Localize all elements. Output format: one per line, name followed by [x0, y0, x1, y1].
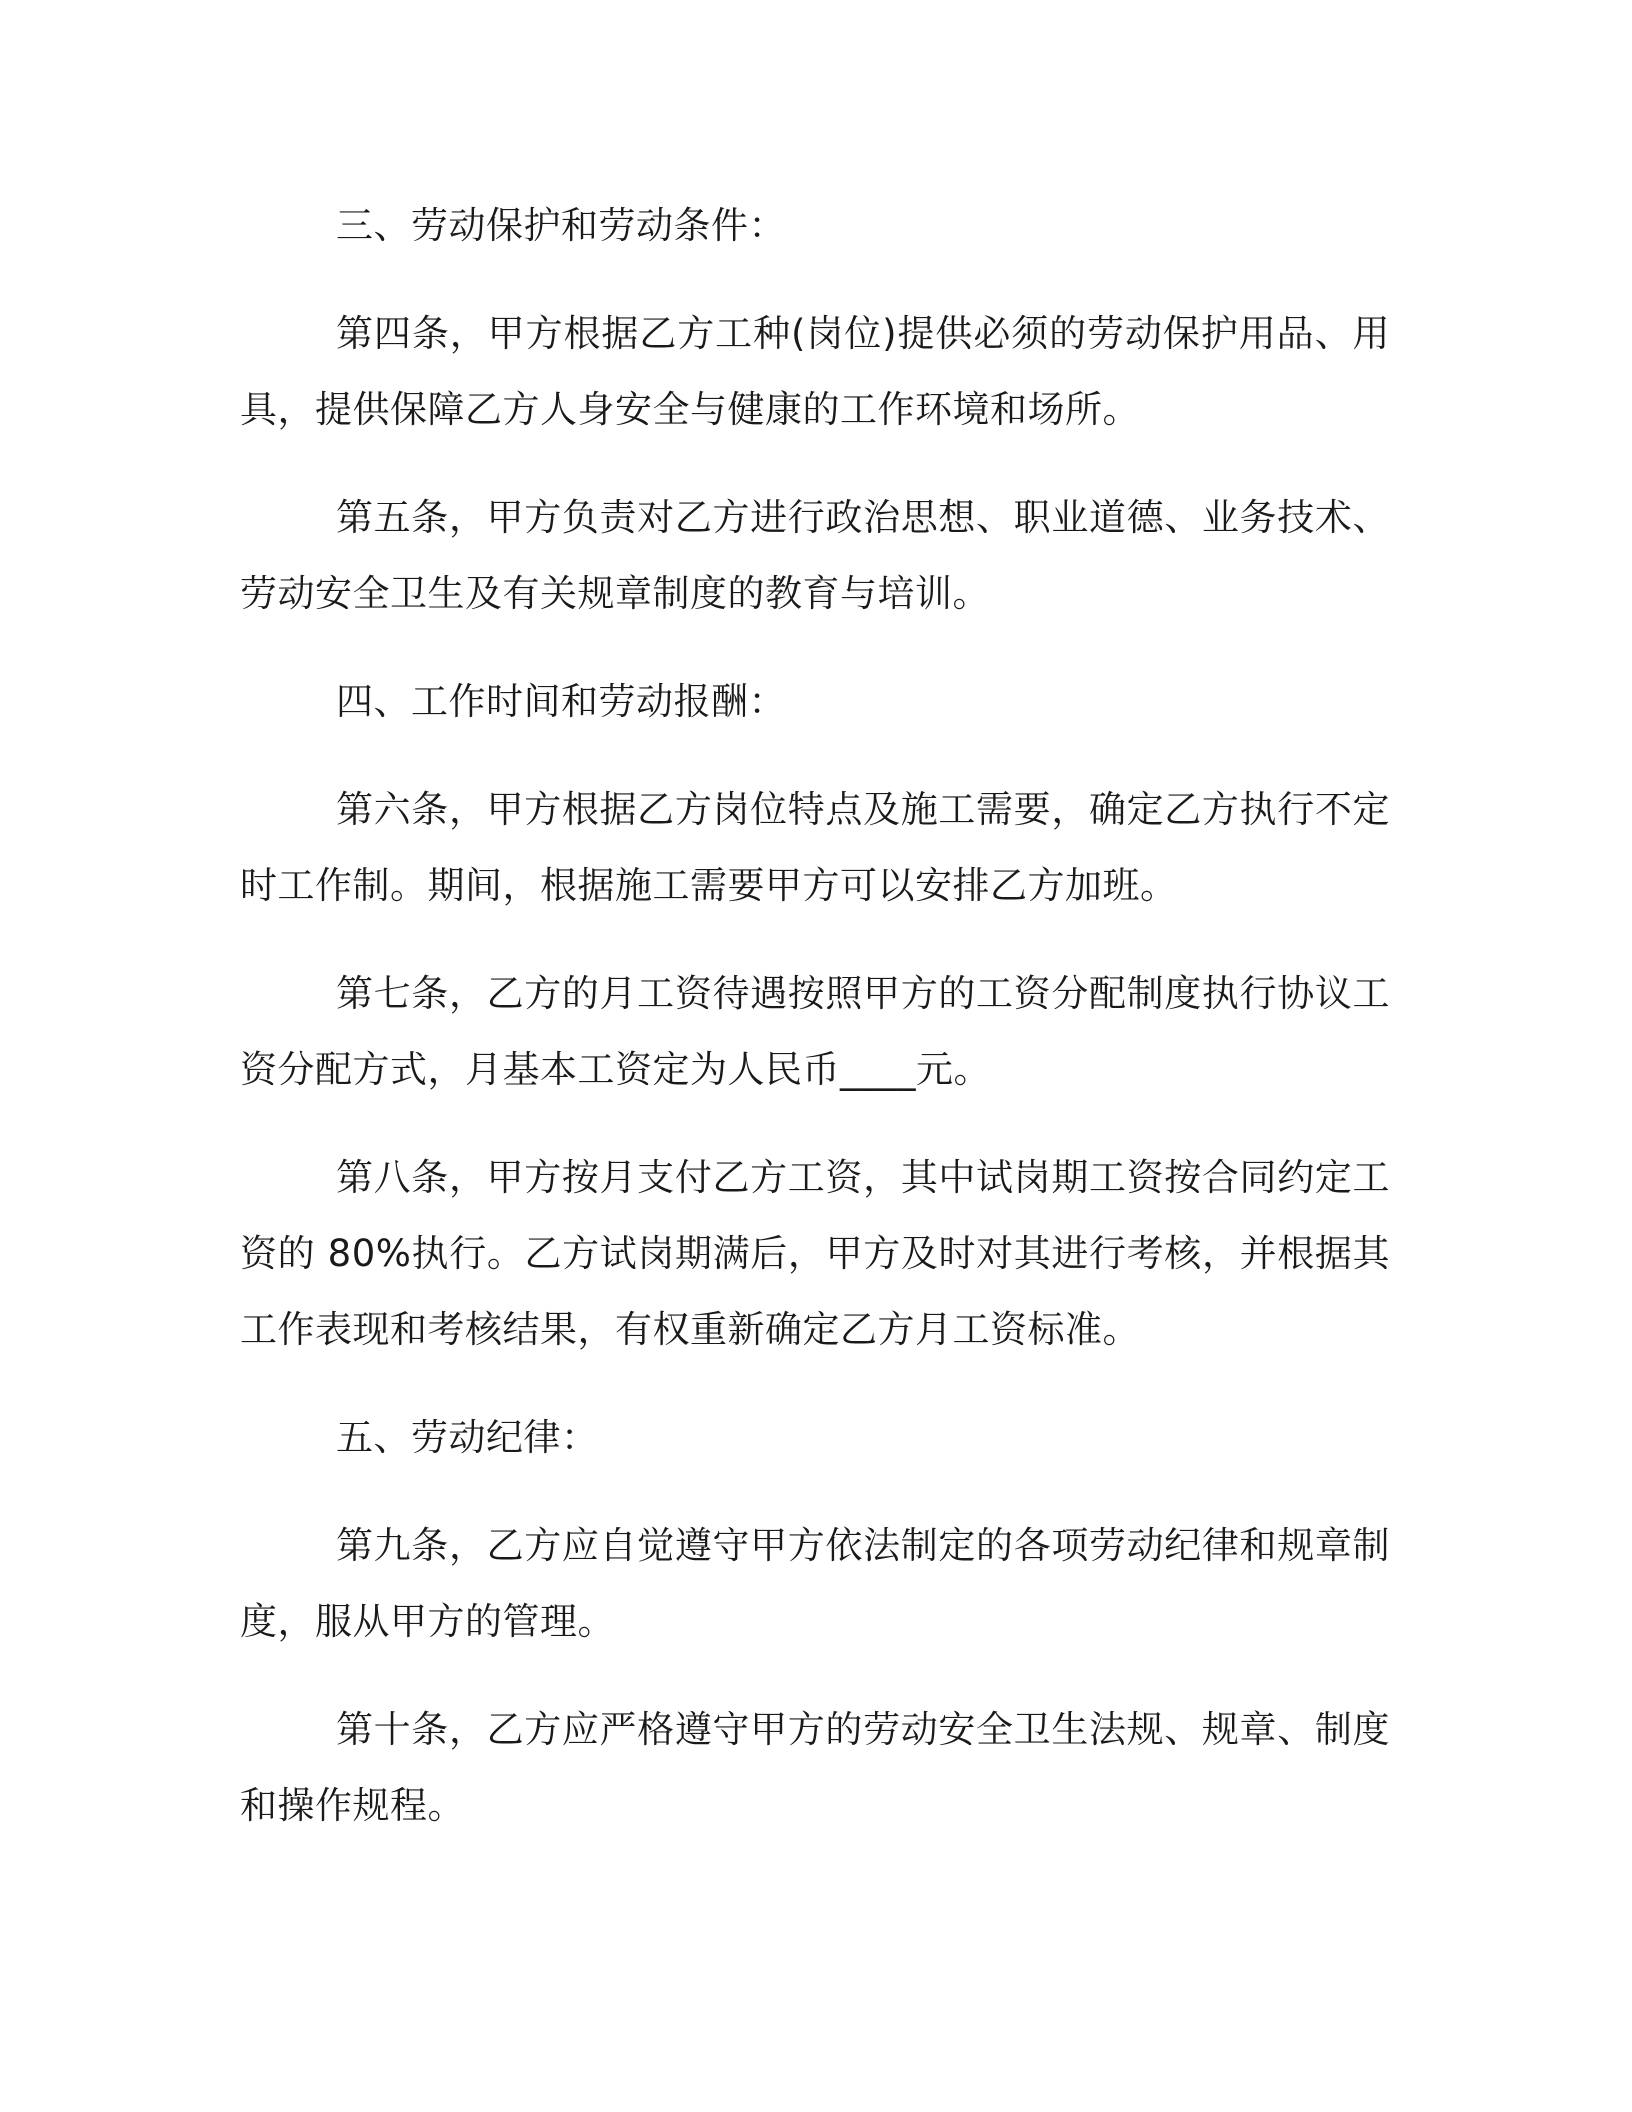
article-4: 第四条，甲方根据乙方工种(岗位)提供必须的劳动保护用品、用具，提供保障乙方人身安全与健康的工作环境和场所。 — [240, 312, 1390, 431]
section-heading-work-hours-pay: 四、工作时间和劳动报酬： — [336, 680, 786, 723]
article-5: 第五条，甲方负责对乙方进行政治思想、职业道德、业务技术、劳动安全卫生及有关规章制度的教育与培训。 — [240, 496, 1390, 615]
article-10: 第十条，乙方应严格遵守甲方的劳动安全卫生法规、规章、制度和操作规程。 — [240, 1708, 1390, 1827]
section-heading-labor-protection: 三、劳动保护和劳动条件： — [336, 204, 786, 247]
article-6: 第六条，甲方根据乙方岗位特点及施工需要，确定乙方执行不定时工作制。期间，根据施工需要甲方可以安排乙方加班。 — [240, 788, 1390, 907]
article-7: 第七条，乙方的月工资待遇按照甲方的工资分配制度执行协议工资分配方式，月基本工资定为人民币____元。 — [240, 972, 1390, 1091]
section-heading-labor-discipline: 五、劳动纪律： — [336, 1416, 599, 1459]
document-body — [240, 188, 1390, 1844]
article-8: 第八条，甲方按月支付乙方工资，其中试岗期工资按合同约定工资的 80%执行。乙方试岗期满后，甲方及时对其进行考核，并根据其工作表现和考核结果，有权重新确定乙方月工资标准。 — [240, 1156, 1390, 1351]
article-9: 第九条，乙方应自觉遵守甲方依法制定的各项劳动纪律和规章制度，服从甲方的管理。 — [240, 1524, 1390, 1643]
